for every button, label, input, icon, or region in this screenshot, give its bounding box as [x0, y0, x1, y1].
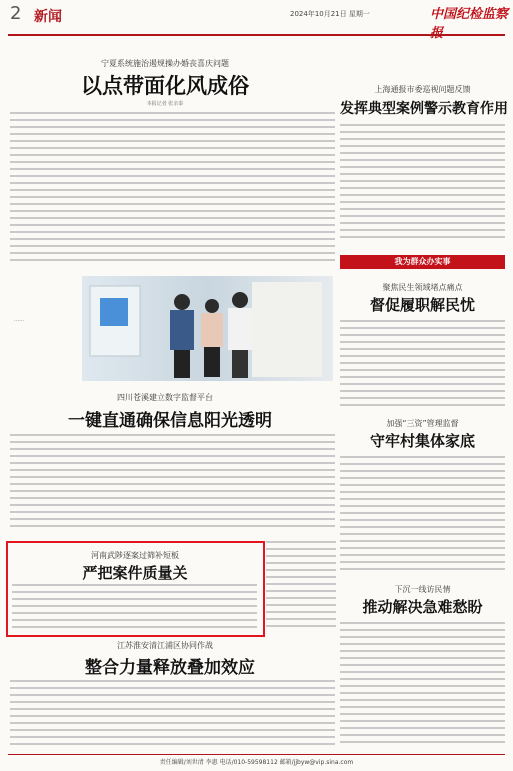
header-rule — [8, 34, 505, 36]
top-story-headline: 以点带面化风成俗 — [81, 74, 249, 98]
right-mid-kicker: 聚焦民生领域堵点痛点 — [382, 283, 463, 292]
right-bottom-body — [340, 622, 505, 750]
page-header — [0, 0, 513, 44]
bottom-story-body — [10, 680, 335, 752]
right-top-body — [340, 124, 505, 250]
right-mid-headline: 督促履职解民忧 — [369, 296, 475, 314]
top-story-body — [10, 112, 335, 272]
section-title: 新闻 — [34, 9, 62, 25]
mid-story-body — [10, 434, 335, 532]
right-low-headline: 守牢村集体家底 — [369, 432, 475, 450]
box-side-body — [266, 541, 336, 633]
right-top-headline: 发挥典型案例警示教育作用 — [340, 101, 508, 117]
right-bottom-headline: 推动解决急难愁盼 — [362, 598, 483, 616]
bottom-story-kicker: 江苏淮安清江浦区协同作战 — [117, 641, 213, 650]
right-low-body — [340, 456, 505, 576]
mid-story-headline: 一键直通确保信息阳光透明 — [68, 411, 272, 431]
news-photo — [82, 276, 333, 381]
box-story-kicker: 河南武陟逐案过筛补短板 — [91, 551, 179, 560]
page-footer: 责任编辑/刘世清 李惠 电话/010-59598112 邮箱/jjbyw@vip.sina.com — [159, 759, 354, 766]
issue-date: 2024年10月21日 星期一 — [290, 10, 370, 18]
right-bottom-kicker: 下沉一线访民情 — [394, 585, 451, 594]
masthead: 中国纪检监察 — [430, 7, 509, 22]
right-top-kicker: 上海通报市委巡视问题反馈 — [374, 85, 471, 94]
photo-caption: …… — [14, 317, 24, 323]
mid-story-kicker: 四川苍溪建立数字监督平台 — [117, 393, 213, 402]
right-low-kicker: 加强“三资”管理监督 — [386, 419, 459, 428]
page-number: 2 — [10, 3, 22, 24]
bottom-story-headline: 整合力量释放叠加效应 — [85, 658, 255, 678]
section-banner: 我为群众办实事 — [340, 255, 505, 269]
box-story-body — [12, 584, 257, 630]
box-story-headline: 严把案件质量关 — [82, 564, 188, 582]
top-story-kicker: 宁夏系统施治遏规操办婚丧喜庆问题 — [101, 59, 229, 68]
top-story-byline: 本报记者 张亲泰 — [146, 101, 184, 107]
right-mid-body — [340, 320, 505, 412]
photo-illustration — [82, 276, 333, 381]
